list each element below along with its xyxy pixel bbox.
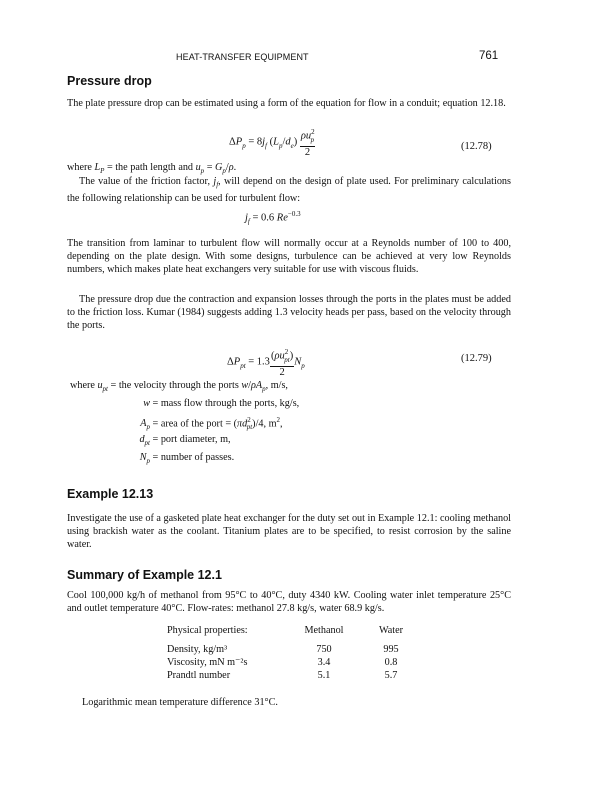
equation-12-79: $\Delta P_{pt} = 1.3$ $\frac{(\rho u^2_{pt})}{2}$ $N_p$ bbox=[227, 348, 305, 378]
table-cell: 3.4 bbox=[317, 657, 331, 668]
table-cell: 0.8 bbox=[384, 657, 398, 668]
equation-12-78: $\Delta P_p = 8j_f$ $(L_p/d_e)$ $\frac{\rho u^2_p}{2}$ bbox=[229, 128, 315, 158]
definition-ap: $A_p$ = area of the port = $(\pi d^2_{pt})/4$, $m^2$, bbox=[140, 416, 283, 432]
equation-number-12-78: (12.78) bbox=[461, 141, 492, 152]
table-row bbox=[167, 669, 419, 682]
table-header-cell: Physical properties: bbox=[167, 625, 248, 636]
table-row bbox=[167, 643, 419, 656]
summary-paragraph: Cool 100,000 kg/h of methanol from 95°C to 40°C, duty 4340 kW. Cooling water inlet temperature 25°C and outlet temperature 40°C. Flow-rates: methanol 27.8 kg/s, water 68.9 kg/s. bbox=[67, 590, 511, 614]
table-cell: 5.7 bbox=[384, 670, 398, 681]
definition-dpt: $d_{pt}$ = port diameter, m, bbox=[139, 434, 231, 448]
friction-equation: $j_f = 0.6$ $Re^{-0.3}$ bbox=[245, 210, 301, 226]
definition-upt: where $u_{pt}$ = the velocity through the ports $w/\rho A_p$, m/s, bbox=[70, 380, 288, 394]
path-length-definition: where $L_P$ = the path length and $u_p = G_p/\rho$. bbox=[67, 162, 237, 176]
equation-number-12-79: (12.79) bbox=[461, 353, 492, 364]
page-number: 761 bbox=[479, 50, 499, 62]
table-cell: 750 bbox=[316, 644, 332, 655]
table-cell: 5.1 bbox=[317, 670, 331, 681]
running-header: HEAT-TRANSFER EQUIPMENT bbox=[176, 52, 309, 62]
transition-paragraph: The transition from laminar to turbulent flow will normally occur at a Reynolds number of 100 to 400, depending on the plate design. With some designs, turbulence can be achieved at very low Reynolds numbers, which makes plate heat exchangers very suitable for use with viscous fluids. bbox=[67, 238, 511, 275]
example-heading: Example 12.13 bbox=[67, 487, 154, 501]
example-paragraph: Investigate the use of a gasketed plate heat exchanger for the duty set out in Example 12.1: cooling methanol using brackish water as the coolant. Titanium plates are to be specified, to resist corrosion by the saline water. bbox=[67, 513, 511, 550]
table-cell: Density, kg/m³ bbox=[167, 644, 228, 655]
intro-paragraph: The plate pressure drop can be estimated using a form of the equation for flow in a conduit; equation 12.18. bbox=[67, 98, 506, 109]
table-cell: Viscosity, mN m⁻²s bbox=[167, 657, 248, 668]
physical-properties-table bbox=[167, 624, 419, 682]
section-heading-pressure-drop: Pressure drop bbox=[67, 74, 152, 88]
lmtd-line: Logarithmic mean temperature difference 31°C. bbox=[82, 697, 278, 708]
definition-np: $N_p$ = number of passes. bbox=[139, 452, 235, 466]
summary-heading: Summary of Example 12.1 bbox=[67, 568, 222, 582]
table-cell: Prandtl number bbox=[167, 670, 231, 681]
friction-paragraph: The value of the friction factor, $j_f$, will depend on the design of plate used. For preliminary calculations the following relationship can be used for turbulent flow: bbox=[67, 176, 511, 205]
table-header-cell: Water bbox=[378, 625, 404, 636]
table-row bbox=[167, 656, 419, 669]
table-cell: 995 bbox=[383, 644, 399, 655]
table-header-cell: Methanol bbox=[304, 625, 344, 636]
table-header-row bbox=[167, 624, 419, 637]
definition-w: w = mass flow through the ports, kg/s, bbox=[143, 398, 300, 409]
ports-paragraph: The pressure drop due the contraction and expansion losses through the ports in the plates must be added to the friction loss. Kumar (1984) suggests adding 1.3 velocity heads per pass, based on the velocity through the ports. bbox=[67, 294, 511, 331]
